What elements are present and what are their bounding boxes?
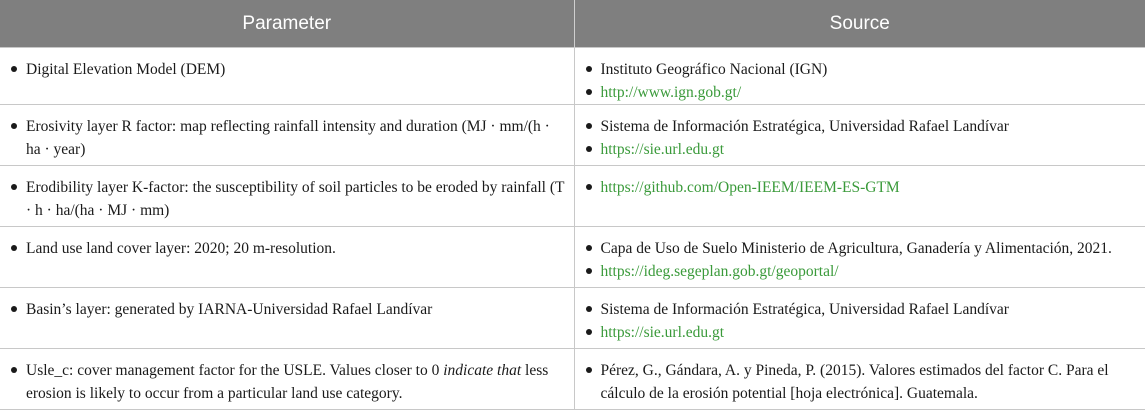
parameter-text: Digital Elevation Model (DEM) [8,58,566,81]
parameter-text: Usle_c: cover management factor for the USLE. Values closer to 0 indicate that less erosion is likely to occur from a particular land use category. [8,359,566,405]
source-text: Instituto Geográfico Nacional (IGN) [583,58,1138,81]
source-text: Capa de Uso de Suelo Ministerio de Agricultura, Ganadería y Alimentación, 2021. [583,237,1138,260]
source-cell [574,105,1145,166]
parameter-cell [0,166,574,227]
source-item [583,260,1138,283]
source-cell [574,166,1145,227]
parameter-cell [0,227,574,288]
table-row [0,227,1145,288]
source-text: Pérez, G., Gándara, A. y Pineda, P. (2015). Valores estimados del factor C. Para el cálculo de la erosión potential [hoja electrónica]. Guatemala. [583,359,1138,405]
source-text: Sistema de Información Estratégica, Universidad Rafael Landívar [583,115,1138,138]
source-cell [574,349,1145,410]
parameter-cell [0,48,574,105]
source-item [583,321,1138,344]
table-row [0,166,1145,227]
source-item [583,81,1138,104]
source-cell [574,227,1145,288]
source-column-header: Source [574,0,1145,48]
source-link[interactable]: http://www.ign.gob.gt/ [600,84,742,101]
source-cell [574,288,1145,349]
table-row [0,288,1145,349]
source-cell [574,48,1145,105]
table-row [0,48,1145,105]
parameter-column-header: Parameter [0,0,574,48]
source-link[interactable]: https://sie.url.edu.gt [600,324,725,341]
source-item [583,176,1138,199]
parameter-cell [0,288,574,349]
parameter-cell [0,349,574,410]
parameter-cell [0,105,574,166]
parameter-text: Erosivity layer R factor: map reflecting rainfall intensity and duration (MJ · mm/(h · ha · year) [8,115,566,161]
parameter-text: Basin’s layer: generated by IARNA-Universidad Rafael Landívar [8,298,566,321]
parameter-text: Land use land cover layer: 2020; 20 m-resolution. [8,237,566,260]
source-item [583,138,1138,161]
source-link[interactable]: https://sie.url.edu.gt [600,141,725,158]
table-row [0,105,1145,166]
table-row [0,349,1145,410]
header-row [0,0,1145,48]
parameter-text: Erodibility layer K-factor: the susceptibility of soil particles to be eroded by rainfall (T · h · ha/(ha · MJ · mm) [8,176,566,222]
source-link[interactable]: https://github.com/Open-IEEM/IEEM-ES-GTM [600,179,900,196]
source-text: Sistema de Información Estratégica, Universidad Rafael Landívar [583,298,1138,321]
source-link[interactable]: https://ideg.segeplan.gob.gt/geoportal/ [600,263,839,280]
